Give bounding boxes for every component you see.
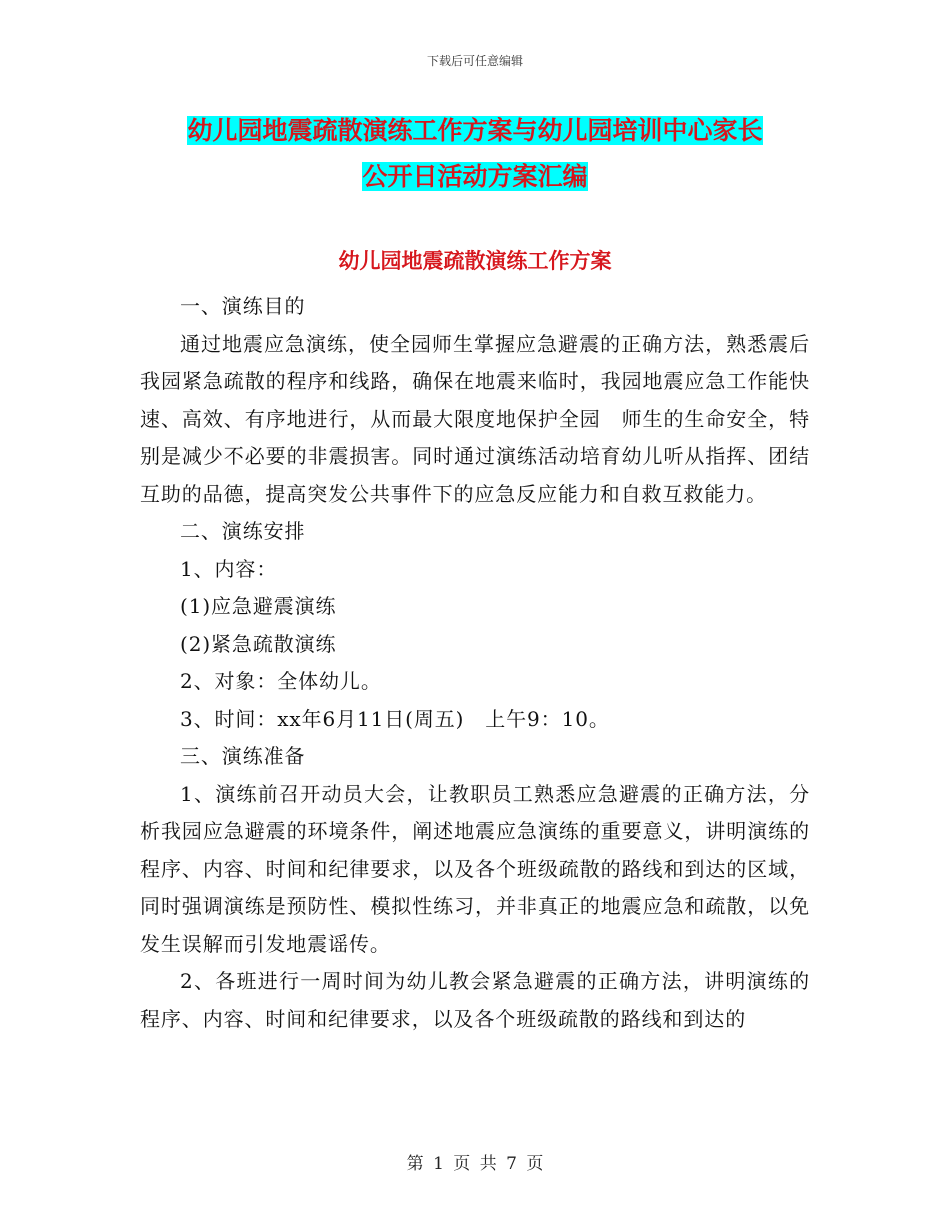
heading-drill-arrangement: 二、演练安排 [180, 519, 306, 543]
page-header-note: 下载后可任意编辑 [426, 54, 523, 68]
item-evacuation-drill: (2)紧急疏散演练 [180, 631, 337, 656]
item-content: 1、内容： [180, 556, 278, 581]
item-earthquake-avoidance-drill: (1)应急避震演练 [180, 594, 337, 618]
item-participants: 2、对象：全体幼儿。 [180, 669, 382, 693]
item-time: 3、时间：xx年6月11日(周五) 上午9：10。 [180, 706, 610, 731]
heading-drill-purpose: 一、演练目的 [180, 294, 306, 318]
paragraph-preparation-2: 2、各班进行一周时间为幼儿教会紧急避震的正确方法，讲明演练的程序、内容、时间和纪律要求，以及各个班级疏散的路线和到达的 [140, 969, 810, 1031]
paragraph-drill-purpose: 通过地震应急演练，使全园师生掌握应急避震的正确方法，熟悉震后我园紧急疏散的程序和线路，确保在地震来临时，我园地震应急工作能快速、高效、有序地进行，从而最大限度地保护全园 师生的生命安全，特别是减少不必要的非震损害。同时通过演练活动培育幼儿听从指挥、团结互助的品德，提高突发公共事件下的应急反应能力和自救互救能力。 [140, 331, 810, 506]
document-title [140, 108, 810, 200]
section-title: 幼儿园地震疏散演练工作方案 [338, 248, 612, 273]
page-number-footer: 第 1 页 共 7 页 [406, 1154, 544, 1174]
heading-drill-preparation: 三、演练准备 [180, 744, 306, 768]
document-title-line-1: 幼儿园地震疏散演练工作方案与幼儿园培训中心家长 [187, 116, 763, 145]
document-title-line-2: 公开日活动方案汇编 [362, 162, 588, 191]
document-body [140, 288, 810, 1038]
paragraph-preparation-1: 1、演练前召开动员大会，让教职员工熟悉应急避震的正确方法，分析我园应急避震的环境条件，阐述地震应急演练的重要意义，讲明演练的程序、内容、时间和纪律要求，以及各个班级疏散的路线和到达的区域，同时强调演练是预防性、模拟性练习，并非真正的地震应急和疏散，以免发生误解而引发地震谣传。 [140, 781, 810, 956]
